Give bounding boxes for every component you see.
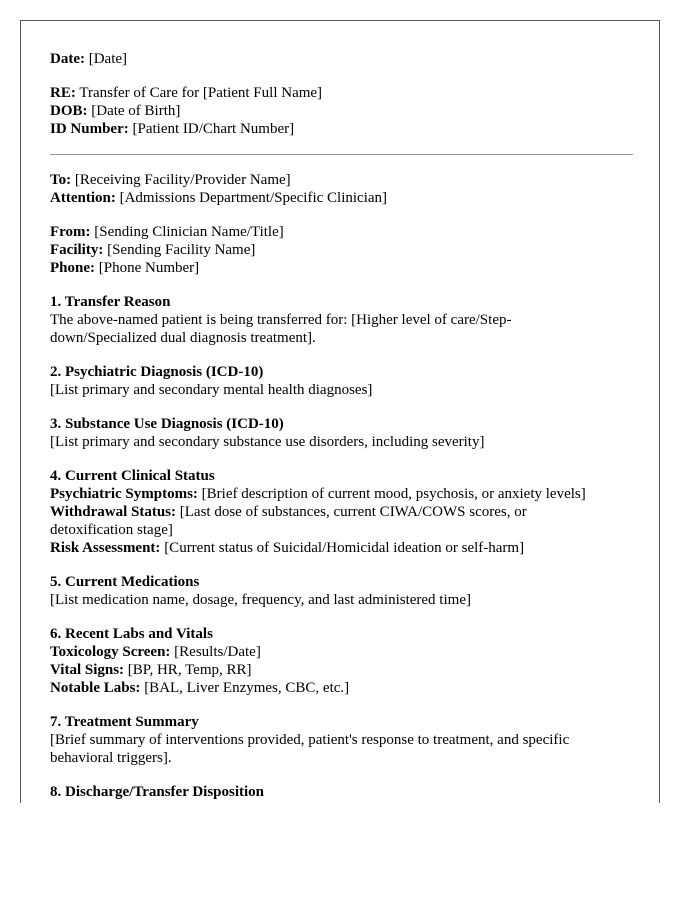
toxicology-value: [Results/Date] (174, 644, 261, 660)
to-line (50, 171, 633, 189)
withdrawal-status-value-1: [Last dose of substances, current CIWA/COWS scores, or (179, 504, 527, 520)
risk-assessment-value: [Current status of Suicidal/Homicidal ideation or self-harm] (164, 540, 525, 556)
attention-value: [Admissions Department/Specific Clinician] (119, 190, 388, 206)
psychiatric-symptoms-value: [Brief description of current mood, psychosis, or anxiety levels] (201, 486, 586, 502)
current-medications-body: [List medication name, dosage, frequency, and last administered time] (50, 592, 471, 608)
re-line (50, 84, 633, 102)
re-label: RE: (50, 85, 76, 101)
section-title-substance-use-diagnosis: 3. Substance Use Diagnosis (ICD-10) (50, 416, 284, 432)
section-title-psychiatric-diagnosis: 2. Psychiatric Diagnosis (ICD-10) (50, 364, 264, 380)
dob-line (50, 102, 633, 120)
notable-labs-label: Notable Labs: (50, 680, 141, 696)
attention-line (50, 189, 633, 207)
facility-label: Facility: (50, 242, 104, 258)
section-title-transfer-reason: 1. Transfer Reason (50, 294, 171, 310)
section-title-treatment-summary: 7. Treatment Summary (50, 714, 199, 730)
date-line (50, 50, 633, 68)
from-line (50, 223, 633, 241)
id-number-value: [Patient ID/Chart Number] (132, 121, 295, 137)
from-label: From: (50, 224, 91, 240)
phone-line (50, 259, 633, 277)
document-content (50, 50, 633, 801)
risk-assessment-line (50, 539, 633, 557)
psychiatric-symptoms-line (50, 485, 633, 503)
id-number-label: ID Number: (50, 121, 129, 137)
attention-label: Attention: (50, 190, 116, 206)
withdrawal-status-line (50, 503, 633, 521)
psychiatric-symptoms-label: Psychiatric Symptoms: (50, 486, 198, 502)
psychiatric-diagnosis-body: [List primary and secondary mental health diagnoses] (50, 382, 373, 398)
re-value: Transfer of Care for [Patient Full Name] (79, 85, 323, 101)
vital-signs-label: Vital Signs: (50, 662, 125, 678)
notable-labs-line (50, 679, 633, 697)
phone-value: [Phone Number] (98, 260, 200, 276)
facility-line (50, 241, 633, 259)
withdrawal-status-label: Withdrawal Status: (50, 504, 176, 520)
to-label: To: (50, 172, 72, 188)
dob-value: [Date of Birth] (91, 103, 181, 119)
document-page (20, 20, 660, 803)
section-title-current-medications: 5. Current Medications (50, 574, 200, 590)
from-value: [Sending Clinician Name/Title] (94, 224, 284, 240)
notable-labs-value: [BAL, Liver Enzymes, CBC, etc.] (144, 680, 350, 696)
vital-signs-line (50, 661, 633, 679)
header-divider (50, 154, 633, 155)
section-title-clinical-status: 4. Current Clinical Status (50, 468, 215, 484)
date-label: Date: (50, 51, 85, 67)
treatment-summary-line-1: [Brief summary of interventions provided, patient's response to treatment, and specific (50, 732, 570, 748)
transfer-reason-line-1: The above-named patient is being transferred for: [Higher level of care/Step- (50, 312, 512, 328)
id-number-line (50, 120, 633, 138)
phone-label: Phone: (50, 260, 95, 276)
to-value: [Receiving Facility/Provider Name] (74, 172, 291, 188)
toxicology-line (50, 643, 633, 661)
toxicology-label: Toxicology Screen: (50, 644, 171, 660)
withdrawal-status-value-2: detoxification stage] (50, 522, 173, 538)
vital-signs-value: [BP, HR, Temp, RR] (127, 662, 252, 678)
substance-use-diagnosis-body: [List primary and secondary substance use disorders, including severity] (50, 434, 485, 450)
facility-value: [Sending Facility Name] (107, 242, 256, 258)
section-title-labs-vitals: 6. Recent Labs and Vitals (50, 626, 213, 642)
risk-assessment-label: Risk Assessment: (50, 540, 161, 556)
transfer-reason-line-2: down/Specialized dual diagnosis treatment]. (50, 330, 316, 346)
treatment-summary-line-2: behavioral triggers]. (50, 750, 172, 766)
dob-label: DOB: (50, 103, 88, 119)
date-value: [Date] (88, 51, 128, 67)
section-title-discharge-disposition: 8. Discharge/Transfer Disposition (50, 784, 265, 800)
